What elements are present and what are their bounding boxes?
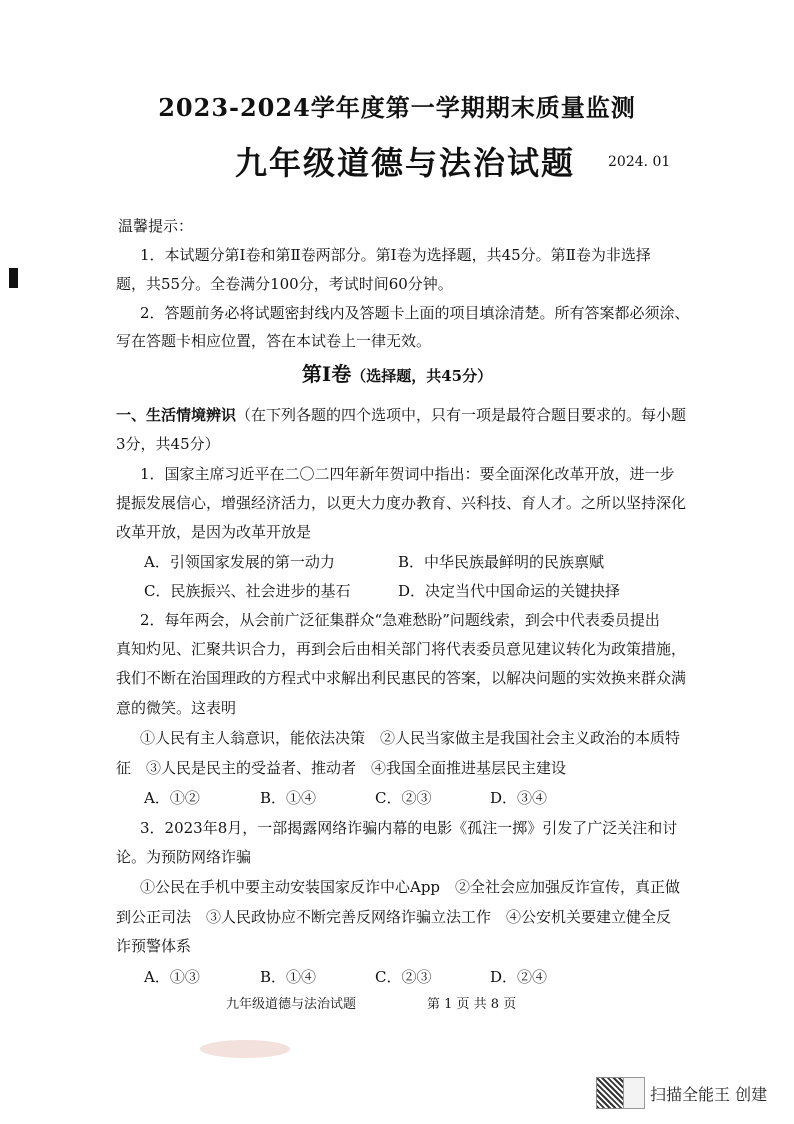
scanner-watermark-text: 扫描全能王 创建	[650, 1085, 768, 1104]
footer-subject: 九年级道德与法治试题	[226, 997, 357, 1012]
part-intro	[116, 404, 686, 425]
section-title-sub: （选择题，共45分）	[351, 367, 493, 385]
notice-p1-line2: 题，共55分。全卷满分100分，考试时间60分钟。	[116, 275, 453, 293]
notice-p2-line2: 写在答题卡相应位置，答在本试卷上一律无效。	[116, 332, 432, 350]
q2-option-d: D．③④	[490, 789, 548, 807]
notice-p2-line1: 2．答题前务必将试题密封线内及答题卡上面的项目填涂清楚。所有答案都必须涂、	[140, 304, 690, 322]
q2-option-a: A．①②	[144, 789, 200, 807]
camscanner-logo-icon	[623, 1077, 645, 1109]
scan-marker	[9, 268, 18, 288]
q1-option-c: C．民族振兴、社会进步的基石	[144, 582, 351, 600]
qr-code-icon	[596, 1077, 624, 1109]
scan-smudge	[200, 1040, 290, 1058]
q2-line4: 意的微笑。这表明	[116, 699, 237, 717]
q2-line1: 2．每年两会，从会前广泛征集群众“急难愁盼”问题线索，到会中代表委员提出	[140, 611, 660, 629]
q3-statement-line3: 诈预警体系	[116, 937, 192, 955]
q1-option-d: D．决定当代中国命运的关键抉择	[398, 582, 621, 600]
q2-line2: 真知灼见、汇聚共识合力，再到会后由相关部门将代表委员意见建议转化为政策措施，	[116, 640, 687, 658]
part-desc-2: 3分，共45分）	[116, 435, 220, 453]
q3-option-b: B．①④	[260, 968, 317, 986]
q1-line1: 1．国家主席习近平在二〇二四年新年贺词中指出：要全面深化改革开放，进一步	[140, 465, 675, 483]
q2-statement-line1: ①人民有主人翁意识，能依法决策 ②人民当家做主是我国社会主义政治的本质特	[140, 729, 681, 747]
q3-statement-line2: 到公正司法 ③人民政协应不断完善反网络诈骗立法工作 ④公安机关要建立健全反	[116, 908, 672, 926]
notice-p1-line1: 1．本试题分第Ⅰ卷和第Ⅱ卷两部分。第Ⅰ卷为选择题，共45分。第Ⅱ卷为非选择	[140, 246, 651, 264]
exam-subtitle: 九年级道德与法治试题	[235, 144, 576, 182]
part-desc: （在下列各题的四个选项中，只有一项是最符合题目要求的。每小题	[236, 406, 687, 424]
q2-line3: 我们不断在治国理政的方程式中求解出利民惠民的答案，以解决问题的实效换来群众满	[116, 669, 687, 687]
exam-date: 2024. 01	[608, 154, 671, 170]
q1-line2: 提振发展信心，增强经济活力，以更大力度办教育、兴科技、育人才。之所以坚持深化	[116, 494, 687, 512]
q1-option-b: B．中华民族最鲜明的民族禀赋	[398, 553, 605, 571]
section-title-main: 第Ⅰ卷	[301, 362, 352, 386]
q3-statement-line1: ①公民在手机中要主动安装国家反诈中心App ②全社会应加强反诈宣传，真正做	[140, 878, 681, 896]
q3-option-c: C．②③	[375, 968, 432, 986]
q3-option-a: A．①③	[144, 968, 200, 986]
q2-statement-line2: 征 ③人民是民主的受益者、推动者 ④我国全面推进基层民主建设	[116, 759, 567, 777]
q3-line2: 论。为预防网络诈骗	[116, 848, 252, 866]
notice-label: 温馨提示：	[118, 217, 194, 235]
exam-title: 2023-2024学年度第一学期期末质量监测	[158, 93, 636, 122]
q1-line3: 改革开放，是因为改革开放是	[116, 523, 312, 541]
q3-option-d: D．②④	[490, 968, 548, 986]
footer-page-number: 第 1 页 共 8 页	[427, 997, 517, 1012]
section-title	[0, 358, 794, 387]
part-label: 一、生活情境辨识	[116, 406, 237, 424]
q2-option-c: C．②③	[375, 789, 432, 807]
q3-line1: 3．2023年8月，一部揭露网络诈骗内幕的电影《孤注一掷》引发了广泛关注和讨	[140, 819, 678, 837]
q2-option-b: B．①④	[260, 789, 317, 807]
q1-option-a: A．引领国家发展的第一动力	[144, 553, 335, 571]
